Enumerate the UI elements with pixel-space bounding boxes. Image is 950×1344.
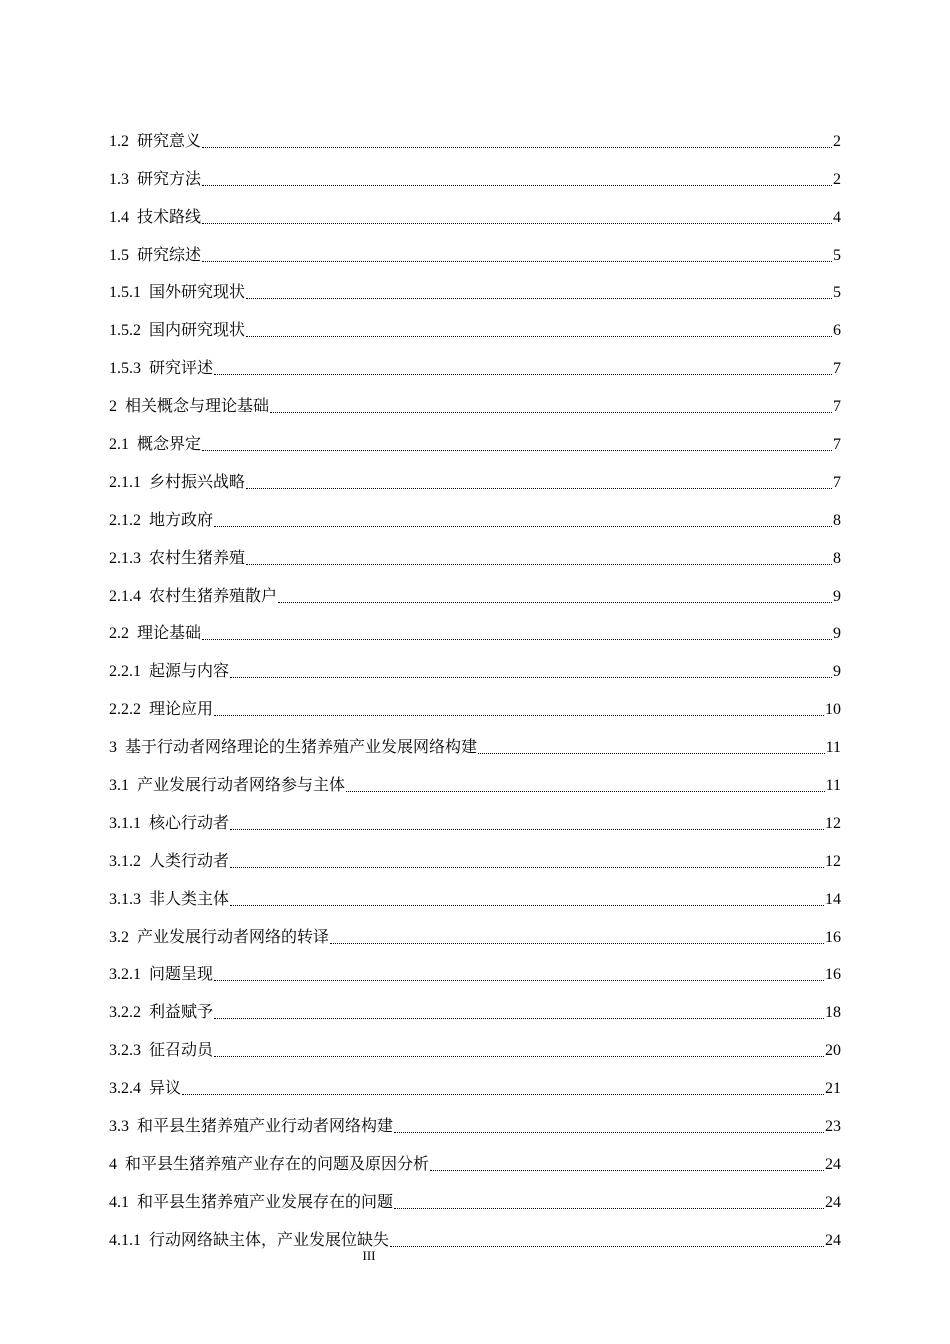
toc-dot-leader bbox=[202, 223, 832, 224]
toc-entry[interactable] bbox=[109, 720, 841, 758]
toc-entry-title: 人类行动者 bbox=[149, 852, 230, 870]
toc-entry-title: 非人类主体 bbox=[149, 890, 230, 908]
toc-entry[interactable] bbox=[109, 834, 841, 872]
toc-dot-leader bbox=[230, 867, 824, 868]
toc-entry-title: 异议 bbox=[149, 1080, 182, 1098]
toc-entry-number: 4.1.1 bbox=[109, 1231, 141, 1249]
toc-entry-number: 2.1.1 bbox=[109, 473, 141, 491]
page-number: III bbox=[362, 1248, 376, 1263]
toc-entry-number: 2.2.2 bbox=[109, 701, 141, 719]
toc-entry-page: 11 bbox=[825, 739, 841, 757]
toc-entry-title: 征召动员 bbox=[149, 1042, 214, 1060]
toc-entry[interactable] bbox=[109, 114, 841, 152]
toc-entry-title: 基于行动者网络理论的生猪养殖产业发展网络构建 bbox=[125, 739, 478, 757]
toc-entry[interactable] bbox=[109, 531, 841, 569]
toc-entry[interactable] bbox=[109, 607, 841, 645]
toc-entry[interactable] bbox=[109, 379, 841, 417]
toc-entry-number: 3.1.2 bbox=[109, 852, 141, 870]
toc-entry-title: 理论基础 bbox=[137, 625, 202, 643]
toc-entry-number: 3 bbox=[109, 739, 117, 757]
toc-entry-number: 2.2.1 bbox=[109, 663, 141, 681]
toc-entry-number: 2.1.4 bbox=[109, 587, 141, 605]
toc-entry-number: 3.2.1 bbox=[109, 966, 141, 984]
toc-entry-number: 3.2.4 bbox=[109, 1080, 141, 1098]
toc-dot-leader bbox=[346, 791, 825, 792]
toc-entry-page: 11 bbox=[825, 777, 841, 795]
toc-entry-title: 国外研究现状 bbox=[149, 284, 246, 302]
toc-entry-number: 1.3 bbox=[109, 170, 129, 188]
toc-dot-leader bbox=[202, 639, 832, 640]
toc-entry[interactable] bbox=[109, 1023, 841, 1061]
toc-entry[interactable] bbox=[109, 910, 841, 948]
toc-dot-leader bbox=[214, 374, 832, 375]
toc-entry-title: 产业发展行动者网络参与主体 bbox=[137, 777, 346, 795]
toc-entry-title: 农村生猪养殖散户 bbox=[149, 587, 278, 605]
toc-entry[interactable] bbox=[109, 266, 841, 304]
toc-dot-leader bbox=[330, 943, 824, 944]
toc-dot-leader bbox=[230, 905, 824, 906]
toc-dot-leader bbox=[202, 450, 832, 451]
toc-dot-leader bbox=[246, 564, 832, 565]
toc-entry-page: 24 bbox=[825, 1155, 841, 1173]
toc-entry-title: 农村生猪养殖 bbox=[149, 549, 246, 567]
toc-entry[interactable] bbox=[109, 985, 841, 1023]
toc-entry[interactable] bbox=[109, 948, 841, 986]
toc-entry-number: 1.5 bbox=[109, 246, 129, 264]
toc-entry-page: 6 bbox=[833, 322, 841, 340]
toc-dot-leader bbox=[214, 980, 824, 981]
toc-entry-number: 4.1 bbox=[109, 1193, 129, 1211]
toc-dot-leader bbox=[182, 1094, 824, 1095]
toc-entry-number: 3.2.2 bbox=[109, 1004, 141, 1022]
toc-entry[interactable] bbox=[109, 1175, 841, 1213]
toc-entry[interactable] bbox=[109, 228, 841, 266]
toc-entry-page: 5 bbox=[833, 284, 841, 302]
toc-dot-leader bbox=[214, 1056, 824, 1057]
toc-entry-number: 2.1.3 bbox=[109, 549, 141, 567]
toc-dot-leader bbox=[394, 1132, 824, 1133]
toc-entry[interactable] bbox=[109, 493, 841, 531]
toc-entry-page: 12 bbox=[825, 814, 841, 832]
toc-entry-title: 研究评述 bbox=[149, 360, 214, 378]
toc-entry-page: 8 bbox=[833, 549, 841, 567]
toc-entry[interactable] bbox=[109, 1061, 841, 1099]
toc-dot-leader bbox=[214, 526, 832, 527]
toc-entry[interactable] bbox=[109, 190, 841, 228]
toc-entry-number: 1.5.1 bbox=[109, 284, 141, 302]
toc-entry-page: 9 bbox=[833, 587, 841, 605]
toc-entry-page: 2 bbox=[833, 170, 841, 188]
toc-entry-title: 和平县生猪养殖产业发展存在的问题 bbox=[137, 1193, 394, 1211]
toc-entry-number: 1.5.2 bbox=[109, 322, 141, 340]
toc-entry-page: 7 bbox=[833, 436, 841, 454]
toc-entry[interactable] bbox=[109, 417, 841, 455]
toc-entry-page: 24 bbox=[825, 1193, 841, 1211]
toc-entry-number: 3.2 bbox=[109, 928, 129, 946]
toc-dot-leader bbox=[214, 715, 824, 716]
toc-entry[interactable] bbox=[109, 682, 841, 720]
toc-entry-title: 利益赋予 bbox=[149, 1004, 214, 1022]
toc-entry-number: 3.1 bbox=[109, 777, 129, 795]
toc-entry-title: 地方政府 bbox=[149, 511, 214, 529]
toc-dot-leader bbox=[246, 298, 832, 299]
toc-entry-number: 2.1.2 bbox=[109, 511, 141, 529]
toc-entry-page: 4 bbox=[833, 208, 841, 226]
toc-entry-number: 4 bbox=[109, 1155, 117, 1173]
toc-entry-page: 14 bbox=[825, 890, 841, 908]
toc-entry[interactable] bbox=[109, 1099, 841, 1137]
toc-entry-title: 起源与内容 bbox=[149, 663, 230, 681]
toc-entry-page: 16 bbox=[825, 966, 841, 984]
toc-entry[interactable] bbox=[109, 569, 841, 607]
toc-entry-page: 8 bbox=[833, 511, 841, 529]
toc-entry-number: 3.1.1 bbox=[109, 814, 141, 832]
toc-entry[interactable] bbox=[109, 796, 841, 834]
toc-dot-leader bbox=[202, 185, 832, 186]
toc-entry[interactable] bbox=[109, 758, 841, 796]
toc-entry-page: 21 bbox=[825, 1080, 841, 1098]
toc-dot-leader bbox=[270, 412, 832, 413]
toc-entry-number: 3.1.3 bbox=[109, 890, 141, 908]
toc-entry-title: 核心行动者 bbox=[149, 814, 230, 832]
toc-entry-page: 24 bbox=[825, 1231, 841, 1249]
toc-entry-title: 理论应用 bbox=[149, 701, 214, 719]
toc-entry-page: 7 bbox=[833, 360, 841, 378]
toc-entry-page: 7 bbox=[833, 398, 841, 416]
toc-entry-page: 5 bbox=[833, 246, 841, 264]
toc-entry-page: 20 bbox=[825, 1042, 841, 1060]
toc-entry-page: 12 bbox=[825, 852, 841, 870]
toc-entry-page: 7 bbox=[833, 473, 841, 491]
toc-entry-title: 和平县生猪养殖产业行动者网络构建 bbox=[137, 1118, 394, 1136]
toc-dot-leader bbox=[246, 336, 832, 337]
toc-entry[interactable] bbox=[109, 1137, 841, 1175]
toc-entry-title: 概念界定 bbox=[137, 436, 202, 454]
toc-dot-leader bbox=[214, 1018, 824, 1019]
toc-entry-title: 和平县生猪养殖产业存在的问题及原因分析 bbox=[125, 1155, 430, 1173]
toc-dot-leader bbox=[394, 1208, 824, 1209]
toc-entry-number: 1.2 bbox=[109, 132, 129, 150]
toc-entry-page: 2 bbox=[833, 132, 841, 150]
toc-entry[interactable] bbox=[109, 1213, 841, 1251]
toc-entry[interactable] bbox=[109, 872, 841, 910]
toc-entry-number: 1.5.3 bbox=[109, 360, 141, 378]
toc-dot-leader bbox=[246, 488, 832, 489]
toc-entry-title: 乡村振兴战略 bbox=[149, 473, 246, 491]
toc-dot-leader bbox=[390, 1246, 824, 1247]
toc-dot-leader bbox=[430, 1170, 824, 1171]
toc-entry-title: 行动网络缺主体，产业发展位缺失 bbox=[149, 1231, 390, 1249]
toc-entry-title: 研究方法 bbox=[137, 170, 202, 188]
toc-dot-leader bbox=[202, 261, 832, 262]
toc-entry[interactable] bbox=[109, 303, 841, 341]
toc-dot-leader bbox=[230, 677, 832, 678]
toc-entry[interactable] bbox=[109, 455, 841, 493]
toc-entry-title: 相关概念与理论基础 bbox=[125, 398, 270, 416]
toc-entry-number: 3.2.3 bbox=[109, 1042, 141, 1060]
toc-entry-page: 16 bbox=[825, 928, 841, 946]
toc-entry-number: 3.3 bbox=[109, 1118, 129, 1136]
toc-dot-leader bbox=[478, 753, 825, 754]
toc-entry[interactable] bbox=[109, 644, 841, 682]
toc-dot-leader bbox=[278, 602, 832, 603]
toc-entry-title: 技术路线 bbox=[137, 208, 202, 226]
toc-entry-title: 研究意义 bbox=[137, 132, 202, 150]
toc-dot-leader bbox=[202, 147, 832, 148]
toc-entry-page: 9 bbox=[833, 663, 841, 681]
toc-entry-number: 2.2 bbox=[109, 625, 129, 643]
toc-entry-title: 研究综述 bbox=[137, 246, 202, 264]
toc-dot-leader bbox=[230, 829, 824, 830]
toc-entry-title: 问题呈现 bbox=[149, 966, 214, 984]
toc-entry-title: 产业发展行动者网络的转译 bbox=[137, 928, 330, 946]
toc-entry[interactable] bbox=[109, 152, 841, 190]
toc-entry-title: 国内研究现状 bbox=[149, 322, 246, 340]
toc-entry-number: 2.1 bbox=[109, 436, 129, 454]
toc-entry-page: 9 bbox=[833, 625, 841, 643]
toc-entry-number: 2 bbox=[109, 398, 117, 416]
toc-entry-number: 1.4 bbox=[109, 208, 129, 226]
toc-entry-page: 23 bbox=[825, 1118, 841, 1136]
toc-entry-page: 18 bbox=[825, 1004, 841, 1022]
toc-entry[interactable] bbox=[109, 341, 841, 379]
toc-entry-page: 10 bbox=[825, 701, 841, 719]
table-of-contents bbox=[109, 114, 841, 1251]
